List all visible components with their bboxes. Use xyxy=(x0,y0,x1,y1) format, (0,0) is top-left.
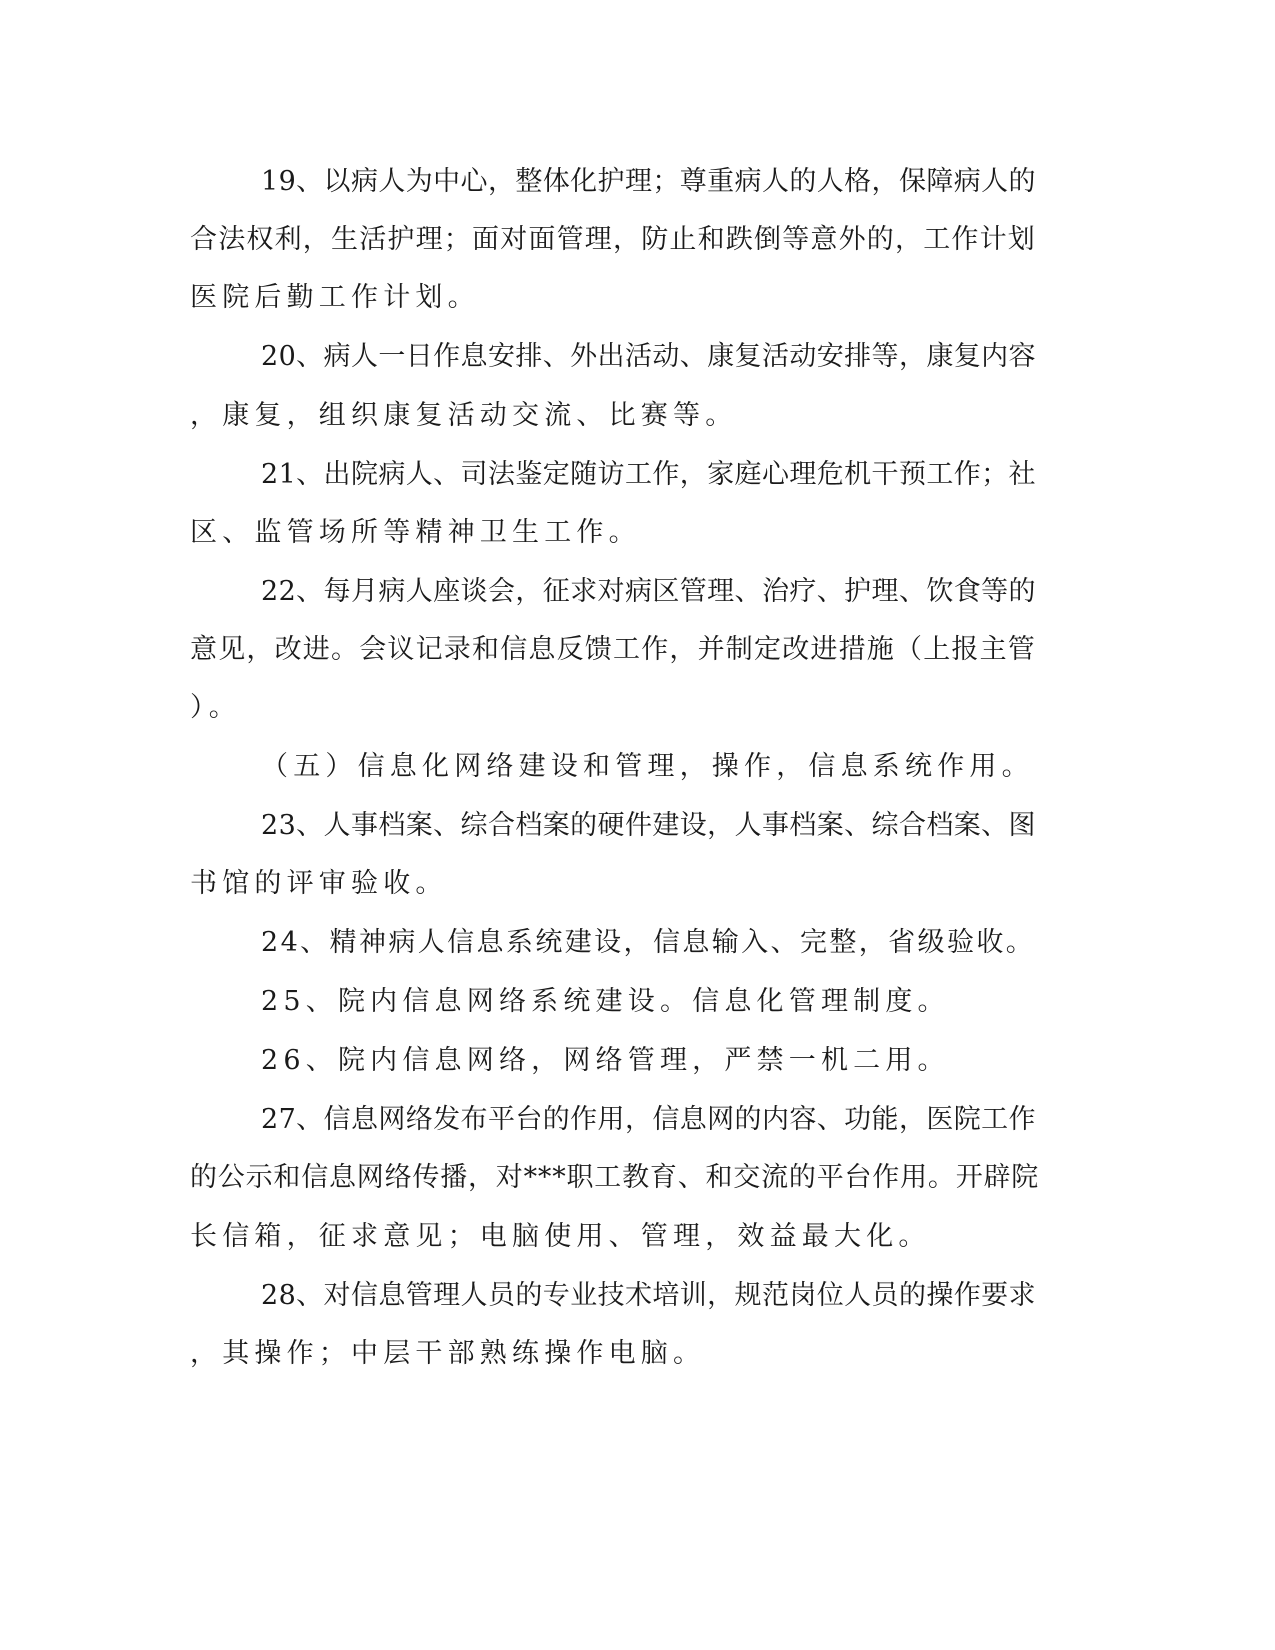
paragraph-23-line-2: 书馆的评审验收。 xyxy=(190,868,448,899)
paragraph-28-line-2: ，其操作；中层干部熟练操作电脑。 xyxy=(190,1338,706,1369)
paragraph-27-line-2: 的公示和信息网络传播，对***职工教育、和交流的平台作用。开辟院 xyxy=(190,1162,1040,1193)
paragraph-21-line-1: 21、出院病人、司法鉴定随访工作，家庭心理危机干预工作；社 xyxy=(261,459,1036,490)
paragraph-22-line-1: 22、每月病人座谈会，征求对病区管理、治疗、护理、饮食等的 xyxy=(261,576,1036,607)
paragraph-28-line-1: 28、对信息管理人员的专业技术培训，规范岗位人员的操作要求 xyxy=(261,1280,1036,1311)
paragraph-22-line-3: ）。 xyxy=(190,692,241,723)
paragraph-19-line-2: 合法权利，生活护理；面对面管理，防止和跌倒等意外的，工作计划 xyxy=(190,224,1036,255)
paragraph-21-line-2: 区、监管场所等精神卫生工作。 xyxy=(190,517,641,548)
paragraph-23-line-1: 23、人事档案、综合档案的硬件建设，人事档案、综合档案、图 xyxy=(261,810,1036,841)
paragraph-20-line-1: 20、病人一日作息安排、外出活动、康复活动安排等，康复内容 xyxy=(261,341,1036,372)
paragraph-25: 25、院内信息网络系统建设。信息化管理制度。 xyxy=(261,986,950,1017)
paragraph-22-line-2: 意见，改进。会议记录和信息反馈工作，并制定改进措施（上报主管 xyxy=(190,634,1036,665)
paragraph-20-line-2: ，康复，组织康复活动交流、比赛等。 xyxy=(190,400,738,431)
paragraph-27-line-1: 27、信息网络发布平台的作用，信息网的内容、功能，医院工作 xyxy=(261,1104,1036,1135)
paragraph-19-line-1: 19、以病人为中心，整体化护理；尊重病人的人格，保障病人的 xyxy=(261,166,1036,197)
paragraph-24: 24、精神病人信息系统建设，信息输入、完整，省级验收。 xyxy=(261,927,1036,958)
paragraph-27-line-3: 长信箱，征求意见；电脑使用、管理，效益最大化。 xyxy=(190,1221,931,1252)
paragraph-19-line-3: 医院后勤工作计划。 xyxy=(190,282,480,313)
section-heading-5: （五）信息化网络建设和管理，操作，信息系统作用。 xyxy=(261,751,1034,782)
paragraph-26: 26、院内信息网络，网络管理，严禁一机二用。 xyxy=(261,1045,950,1076)
